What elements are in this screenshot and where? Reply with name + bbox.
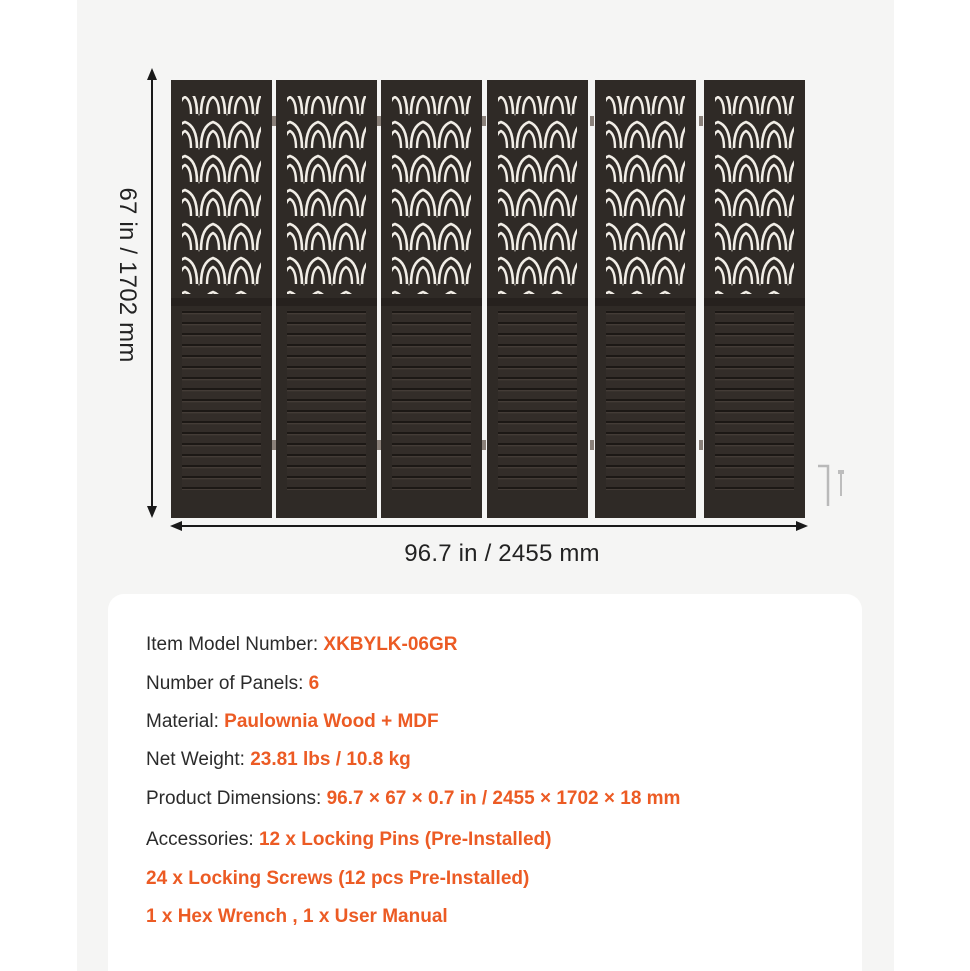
panel [276, 80, 377, 518]
width-dimension-label: 96.7 in / 2455 mm [404, 540, 600, 567]
panel [171, 80, 272, 518]
spec-value: 23.81 lbs / 10.8 kg [250, 749, 411, 770]
spec-value: 12 x Locking Pins (Pre-Installed) [258, 829, 552, 850]
spec-label: Item Model Number: [146, 634, 319, 655]
spec-label: Number of Panels: [146, 673, 304, 694]
spec-value: 96.7 × 67 × 0.7 in / 2455 × 1702 × 18 mm [326, 788, 681, 809]
locking-screw-icon [838, 470, 844, 496]
spec-material [146, 711, 439, 733]
panel [381, 80, 482, 518]
spec-value: Paulownia Wood + MDF [224, 711, 439, 732]
width-dimension-arrow [170, 521, 808, 531]
spec-label: Material: [146, 711, 219, 732]
spec-value: 6 [308, 673, 320, 694]
height-dimension-arrow [147, 68, 157, 518]
spec-value: 24 x Locking Screws (12 pcs Pre-Installed) [146, 868, 530, 889]
hex-wrench-icon [818, 466, 828, 506]
spec-panels [146, 673, 319, 695]
panel [704, 80, 805, 518]
spec-label: Product Dimensions: [146, 788, 322, 809]
spec-weight [146, 749, 411, 771]
spec-label: Accessories: [146, 829, 254, 850]
spec-dimensions [146, 788, 680, 810]
specifications-card [108, 594, 862, 971]
spec-label: Net Weight: [146, 749, 245, 770]
spec-value: 1 x Hex Wrench , 1 x User Manual [146, 906, 448, 927]
spec-accessories-line [146, 868, 529, 890]
spec-accessories-line [146, 906, 448, 928]
panel [595, 80, 696, 518]
spec-accessories [146, 829, 551, 851]
height-dimension-label: 67 in / 1702 mm [114, 187, 141, 363]
panel [487, 80, 588, 518]
spec-model [146, 634, 457, 656]
spec-value: XKBYLK-06GR [323, 634, 458, 655]
